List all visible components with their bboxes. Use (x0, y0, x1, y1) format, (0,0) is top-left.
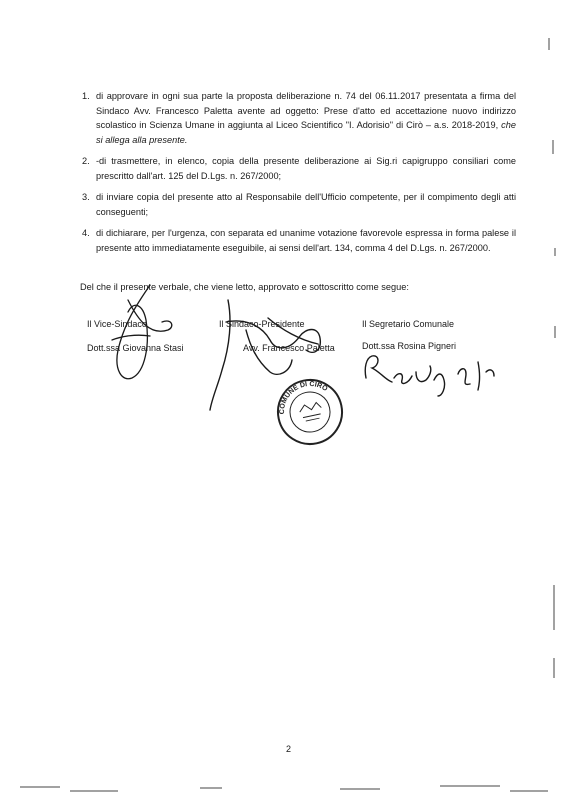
svg-text:COMUNE DI CIRÒ: COMUNE DI CIRÒ (278, 380, 329, 415)
item-text: di inviare copia del presente atto al Responsabile dell'Ufficio competente, per il compimento degli atti conseguenti; (96, 192, 516, 217)
vice-mayor-title: Il Vice-Sindaco (87, 319, 147, 329)
mayor-title: Il Sindaco-Presidente (219, 319, 305, 329)
item-number: 4. (82, 228, 90, 238)
item-text: di dichiarare, per l'urgenza, con separata ed unanime votazione favorevole espressa in forma palese il presente atto immediatamente eseguibile, ai sensi dell'art. 134, comma 4 del D.Lgs. n. 267/2000. (96, 228, 516, 253)
item-text: di approvare in ogni sua parte la proposta deliberazione n. 74 del 06.11.2017 presentata a firma del Sindaco Avv. Francesco Paletta avente ad oggetto: Prese d'atto ed accettazione nuovo indirizzo scolastico in Scienza Umane in aggiunta al Liceo Scientifico "I. Adorisio" di Cirò – a.s. 2018-2019, che si allega alla presente. (96, 91, 516, 145)
vice-mayor-signature (112, 285, 172, 379)
secretary-title: Il Segretario Comunale (362, 319, 455, 329)
item-number: 3. (82, 192, 90, 202)
item-italic-tail: che si allega alla presente. (96, 120, 516, 145)
item-number: 2. (82, 156, 90, 166)
closing-statement: Del che il presente verbale, che viene letto, approvato e sottoscritto come segue: (80, 282, 409, 292)
municipal-stamp (272, 374, 348, 450)
vice-mayor-name: Dott.ssa Giovanna Stasi (87, 343, 184, 353)
secretary-name: Dott.ssa Rosina Pigneri (362, 341, 457, 351)
scan-edge-marks (20, 38, 555, 791)
secretary-signature (365, 356, 494, 396)
page-number: 2 (286, 744, 292, 754)
mayor-name: Avv. Francesco Paletta (243, 343, 335, 353)
item-text: -di trasmettere, in elenco, copia della presente deliberazione ai Sig.ri capigruppo consiliari come prescritto dall'art. 125 del D.Lgs. n. 267/2000; (96, 156, 516, 181)
item-number: 1. (82, 91, 90, 101)
